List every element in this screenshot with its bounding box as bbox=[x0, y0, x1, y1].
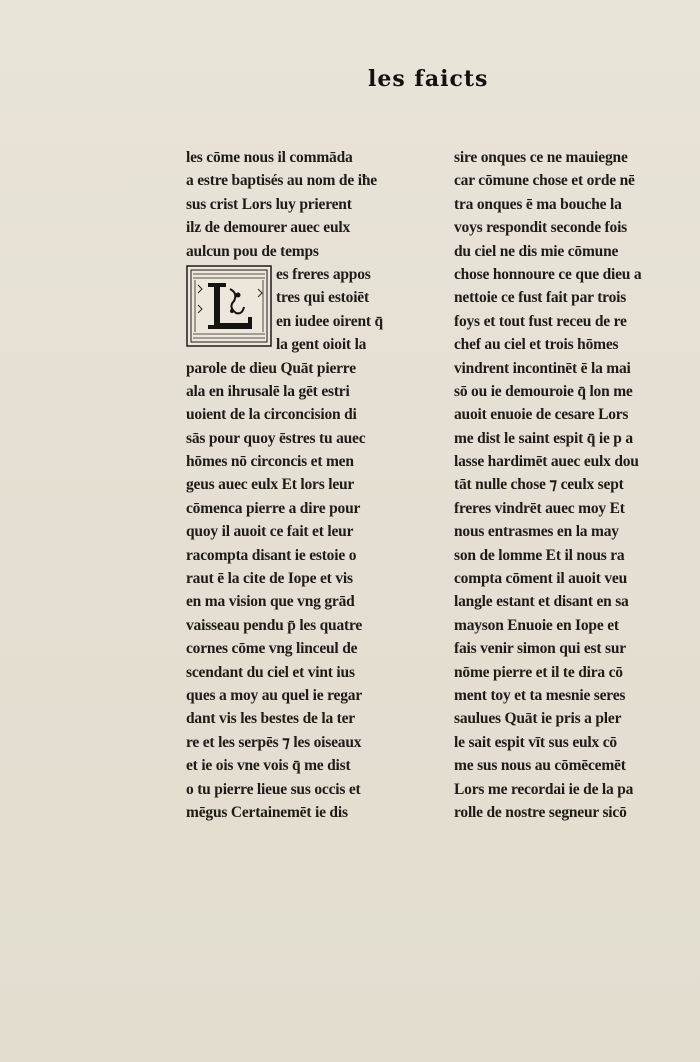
text-line: sō ou ie demouroie q̄ lon me bbox=[454, 382, 633, 400]
text-line: auoit enuoie de cesare Lors bbox=[454, 406, 629, 424]
text-line: sus crist Lors luy prierent bbox=[186, 195, 352, 213]
text-line: la gent oioit la bbox=[276, 336, 367, 354]
text-line: es freres appos bbox=[276, 265, 371, 283]
text-line: sās pour quoy ēstres tu auec bbox=[186, 429, 366, 447]
text-line: le sait espit vīt sus eulx cō bbox=[454, 733, 617, 751]
text-line: mēgus Certainemēt ie dis bbox=[186, 803, 348, 821]
text-line: a estre baptisés au nom de iħe bbox=[186, 172, 377, 190]
left-column-lines-after bbox=[186, 357, 418, 825]
text-line: vindrent incontinēt ē la mai bbox=[454, 359, 631, 377]
left-column-lines-before bbox=[186, 146, 418, 263]
left-column bbox=[186, 146, 418, 824]
text-line: cornes cōme vng linceul de bbox=[186, 640, 358, 658]
text-line: sire onques ce ne mauiegne bbox=[454, 149, 628, 166]
text-line: uoient de la circoncision di bbox=[186, 406, 357, 424]
text-line: fais venir simon qui est sur bbox=[454, 640, 626, 658]
left-column-lines-beside-initial bbox=[276, 263, 383, 357]
text-line: compta cōment il auoit veu bbox=[454, 570, 628, 588]
text-line: Lors me recordai ie de la pa bbox=[454, 780, 634, 798]
text-line: dant vis les bestes de la ter bbox=[186, 710, 355, 728]
text-line: freres vindrēt auec moy Et bbox=[454, 499, 625, 517]
text-line: quoy il auoit ce fait et leur bbox=[186, 523, 354, 541]
text-line: raut ē la cite de Iope et vis bbox=[186, 570, 353, 588]
right-column bbox=[454, 146, 686, 824]
text-line: rolle de nostre segneur sicō bbox=[454, 803, 627, 821]
decorated-initial-icon bbox=[186, 265, 272, 347]
text-line: en ma vision que vng grād bbox=[186, 593, 355, 611]
text-line: racompta disant ie estoie o bbox=[186, 546, 357, 564]
text-line: cōmenca pierre a dire pour bbox=[186, 499, 361, 517]
text-line: ques a moy au quel ie regar bbox=[186, 686, 363, 704]
running-head: les faicts bbox=[368, 66, 489, 92]
text-line: saulues Quāt ie pris a pler bbox=[454, 710, 622, 728]
text-line: me dist le saint espit q̄ ie p a bbox=[454, 429, 633, 447]
text-line: ala en ihrusalē la gēt estri bbox=[186, 382, 350, 400]
text-line: nettoie ce fust fait par trois bbox=[454, 289, 627, 307]
text-line: foys et tout fust receu de re bbox=[454, 312, 627, 330]
initial-block bbox=[186, 263, 418, 357]
text-line: vaisseau pendu p̄ les quatre bbox=[186, 616, 363, 634]
text-line: tra onques ē ma bouche la bbox=[454, 195, 622, 213]
text-line: en iudee oirent q̄ bbox=[276, 312, 383, 330]
text-line: les cōme nous il commāda bbox=[186, 149, 353, 166]
text-line: scendant du ciel et vint ius bbox=[186, 663, 355, 681]
text-line: tāt nulle chose ⁊ ceulx sept bbox=[454, 476, 624, 494]
text-line: parole de dieu Quāt pierre bbox=[186, 359, 356, 377]
text-line: lasse hardimēt auec eulx dou bbox=[454, 453, 639, 471]
text-line: son de lomme Et il nous ra bbox=[454, 546, 625, 564]
text-line: et ie ois vne vois q̄ me dist bbox=[186, 757, 351, 775]
text-line: hōmes nō circoncis et men bbox=[186, 453, 354, 471]
text-line: chose honnoure ce que dieu a bbox=[454, 265, 642, 283]
text-line: du ciel ne dis mie cōmune bbox=[454, 242, 619, 260]
text-line: nous entrasmes en la may bbox=[454, 523, 619, 541]
text-line: chef au ciel et trois hōmes bbox=[454, 336, 619, 354]
text-line: re et les serpēs ⁊ les oiseaux bbox=[186, 733, 362, 751]
text-line: me sus nous au cōmēcemēt bbox=[454, 757, 626, 775]
text-line: geus auec eulx Et lors leur bbox=[186, 476, 355, 494]
text-line: mayson Enuoie en Iope et bbox=[454, 616, 619, 634]
text-line: voys respondit seconde fois bbox=[454, 219, 628, 237]
text-line: tres qui estoiēt bbox=[276, 289, 369, 307]
text-line: langle estant et disant en sa bbox=[454, 593, 629, 611]
text-line: ment toy et ta mesnie seres bbox=[454, 686, 626, 704]
text-line: o tu pierre lieue sus occis et bbox=[186, 780, 361, 798]
text-line: nōme pierre et il te dira cō bbox=[454, 663, 623, 681]
text-line: aulcun pou de temps bbox=[186, 242, 319, 260]
text-line: car cōmune chose et orde nē bbox=[454, 172, 635, 190]
text-line: ilz de demourer auec eulx bbox=[186, 219, 351, 237]
